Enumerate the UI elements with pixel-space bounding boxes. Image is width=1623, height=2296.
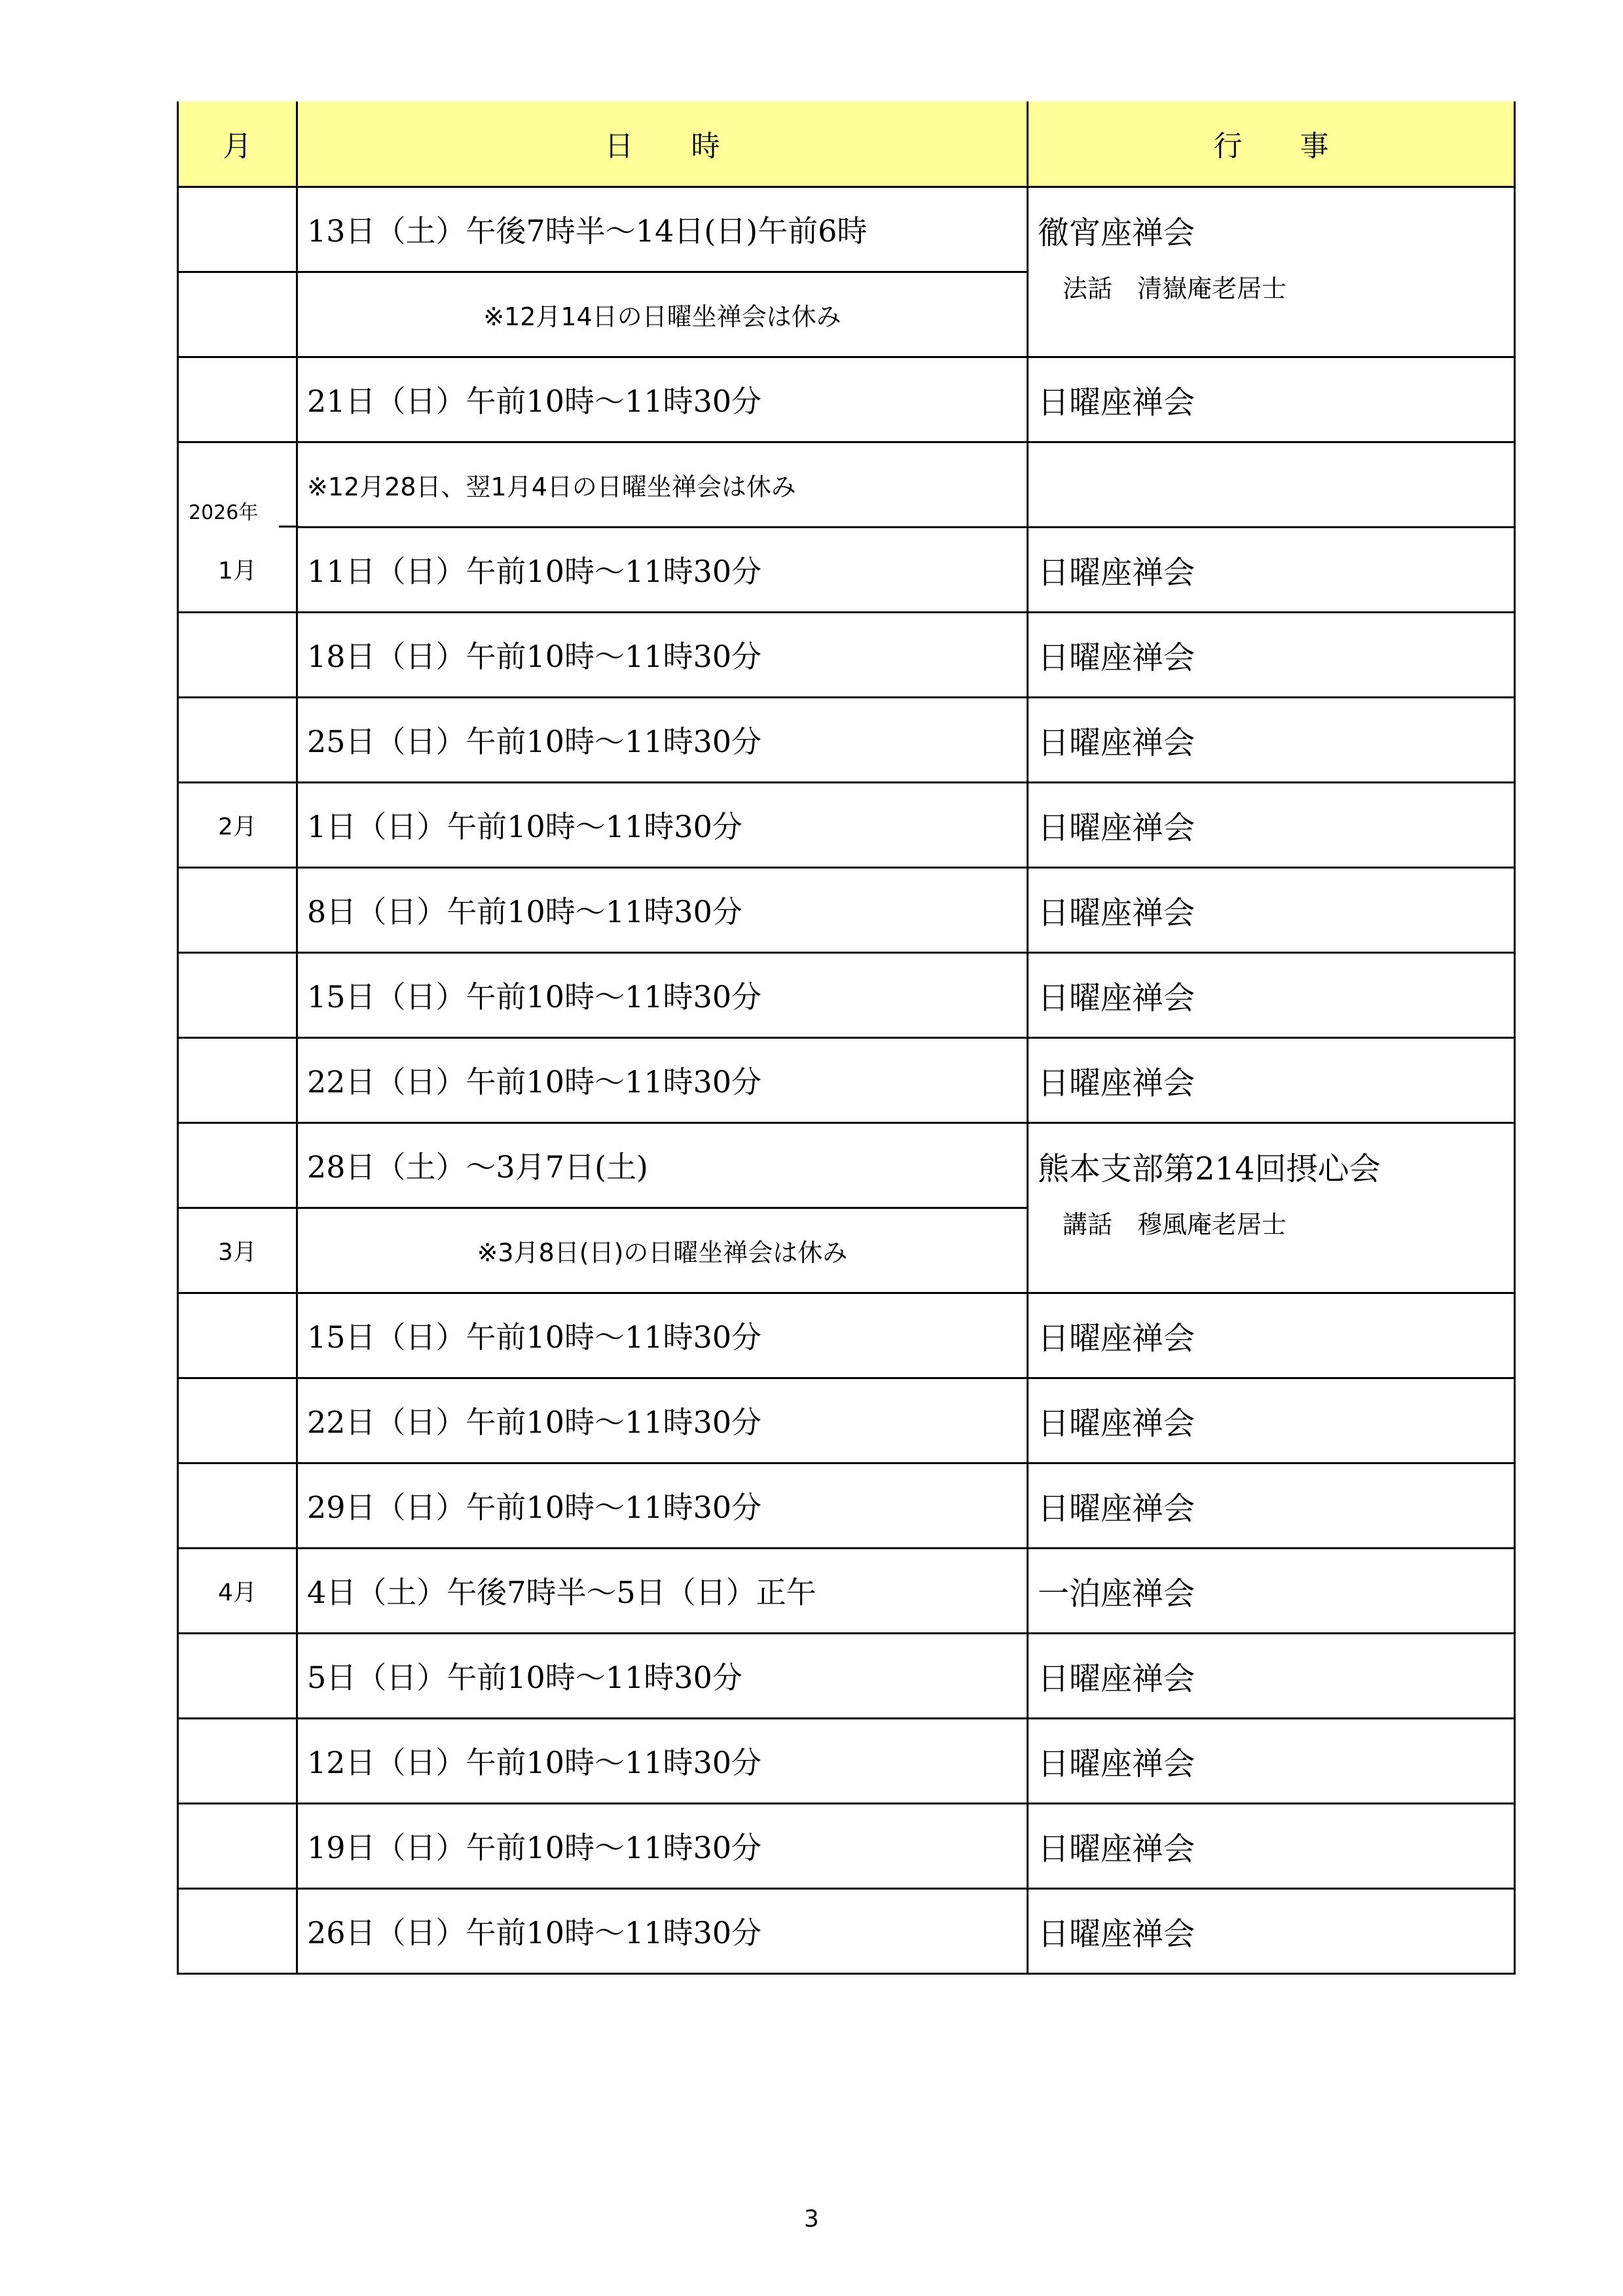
event-cell: 日曜座禅会	[1028, 782, 1515, 867]
schedule-sheet	[177, 101, 1514, 1975]
event-speaker: 講話 穆風庵老居士	[1063, 1210, 1287, 1239]
event-cell: 日曜座禅会	[1028, 1888, 1515, 1973]
date-cell: 1日（日）午前10時～11時30分	[297, 782, 1028, 867]
date-cell: 19日（日）午前10時～11時30分	[297, 1803, 1028, 1888]
table-row	[178, 1037, 1515, 1122]
month-cell	[178, 1888, 297, 1973]
header-datetime: 日 時	[297, 101, 1028, 187]
month-cell	[178, 612, 297, 697]
table-row	[178, 782, 1515, 867]
event-cell: 日曜座禅会	[1028, 1293, 1515, 1378]
table-row	[178, 1122, 1515, 1208]
table-row	[178, 527, 1515, 612]
date-cell: 8日（日）午前10時～11時30分	[297, 867, 1028, 952]
table-row	[178, 867, 1515, 952]
event-cell: 日曜座禅会	[1028, 1378, 1515, 1463]
month-cell	[178, 1633, 297, 1718]
table-row	[178, 1378, 1515, 1463]
month-cell	[178, 1718, 297, 1803]
year-label: 2026年	[189, 501, 259, 524]
month-cell	[178, 1803, 297, 1888]
note-cell: ※12月14日の日曜坐禅会は休み	[297, 272, 1028, 357]
table-row	[178, 442, 1515, 527]
event-title: 熊本支部第214回摂心会	[1038, 1150, 1381, 1187]
note-cell: ※3月8日(日)の日曜坐禅会は休み	[297, 1208, 1028, 1293]
event-cell: 日曜座禅会	[1028, 612, 1515, 697]
event-cell	[1028, 187, 1515, 357]
month-cell	[178, 1037, 297, 1122]
month-cell	[178, 1463, 297, 1548]
event-cell	[1028, 442, 1515, 527]
table-row	[178, 357, 1515, 442]
date-cell: 4日（土）午後7時半～5日（日）正午	[297, 1548, 1028, 1633]
table-row	[178, 697, 1515, 782]
month-cell: 4月	[178, 1548, 297, 1633]
month-cell	[178, 1378, 297, 1463]
date-cell: 5日（日）午前10時～11時30分	[297, 1633, 1028, 1718]
date-cell: 13日（土）午後7時半～14日(日)午前6時	[297, 187, 1028, 272]
event-cell: 日曜座禅会	[1028, 867, 1515, 952]
table-row	[178, 1888, 1515, 1973]
event-cell: 日曜座禅会	[1028, 357, 1515, 442]
event-cell: 日曜座禅会	[1028, 952, 1515, 1037]
month-cell	[178, 952, 297, 1037]
event-cell: 日曜座禅会	[1028, 1633, 1515, 1718]
month-cell: 2月	[178, 782, 297, 867]
date-cell: 21日（日）午前10時～11時30分	[297, 357, 1028, 442]
event-speaker: 法話 清嶽庵老居士	[1063, 274, 1287, 303]
date-cell: 15日（日）午前10時～11時30分	[297, 952, 1028, 1037]
event-title: 徹宵座禅会	[1038, 214, 1195, 251]
table-row	[178, 1633, 1515, 1718]
header-row	[178, 101, 1515, 187]
month-cell	[178, 867, 297, 952]
header-month: 月	[178, 101, 297, 187]
date-cell: 12日（日）午前10時～11時30分	[297, 1718, 1028, 1803]
month-cell	[178, 697, 297, 782]
month-cell: 1月	[178, 527, 297, 612]
month-cell	[178, 272, 297, 357]
date-cell: 18日（日）午前10時～11時30分	[297, 612, 1028, 697]
note-cell: ※12月28日、翌1月4日の日曜坐禅会は休み	[297, 442, 1028, 527]
date-cell: 25日（日）午前10時～11時30分	[297, 697, 1028, 782]
table-row	[178, 187, 1515, 272]
date-cell: 28日（土）～3月7日(土)	[297, 1122, 1028, 1208]
date-cell: 29日（日）午前10時～11時30分	[297, 1463, 1028, 1548]
event-cell: 日曜座禅会	[1028, 1463, 1515, 1548]
table-row	[178, 1463, 1515, 1548]
date-cell: 11日（日）午前10時～11時30分	[297, 527, 1028, 612]
month-cell	[178, 1122, 297, 1208]
schedule-table	[177, 101, 1516, 1975]
date-cell: 15日（日）午前10時～11時30分	[297, 1293, 1028, 1378]
event-cell	[1028, 1122, 1515, 1293]
month-cell: 3月	[178, 1208, 297, 1293]
date-cell: 22日（日）午前10時～11時30分	[297, 1378, 1028, 1463]
year-rule	[279, 526, 299, 528]
event-cell: 日曜座禅会	[1028, 527, 1515, 612]
date-cell: 22日（日）午前10時～11時30分	[297, 1037, 1028, 1122]
month-cell	[178, 357, 297, 442]
table-row	[178, 1548, 1515, 1633]
event-cell: 一泊座禅会	[1028, 1548, 1515, 1633]
event-cell: 日曜座禅会	[1028, 697, 1515, 782]
page-number: 3	[804, 2206, 819, 2233]
table-row	[178, 952, 1515, 1037]
table-row	[178, 612, 1515, 697]
event-cell: 日曜座禅会	[1028, 1037, 1515, 1122]
event-cell: 日曜座禅会	[1028, 1718, 1515, 1803]
table-row	[178, 1803, 1515, 1888]
month-cell	[178, 1293, 297, 1378]
month-cell	[178, 187, 297, 272]
date-cell: 26日（日）午前10時～11時30分	[297, 1888, 1028, 1973]
header-event: 行 事	[1028, 101, 1515, 187]
event-cell: 日曜座禅会	[1028, 1803, 1515, 1888]
table-row	[178, 1293, 1515, 1378]
table-row	[178, 1718, 1515, 1803]
